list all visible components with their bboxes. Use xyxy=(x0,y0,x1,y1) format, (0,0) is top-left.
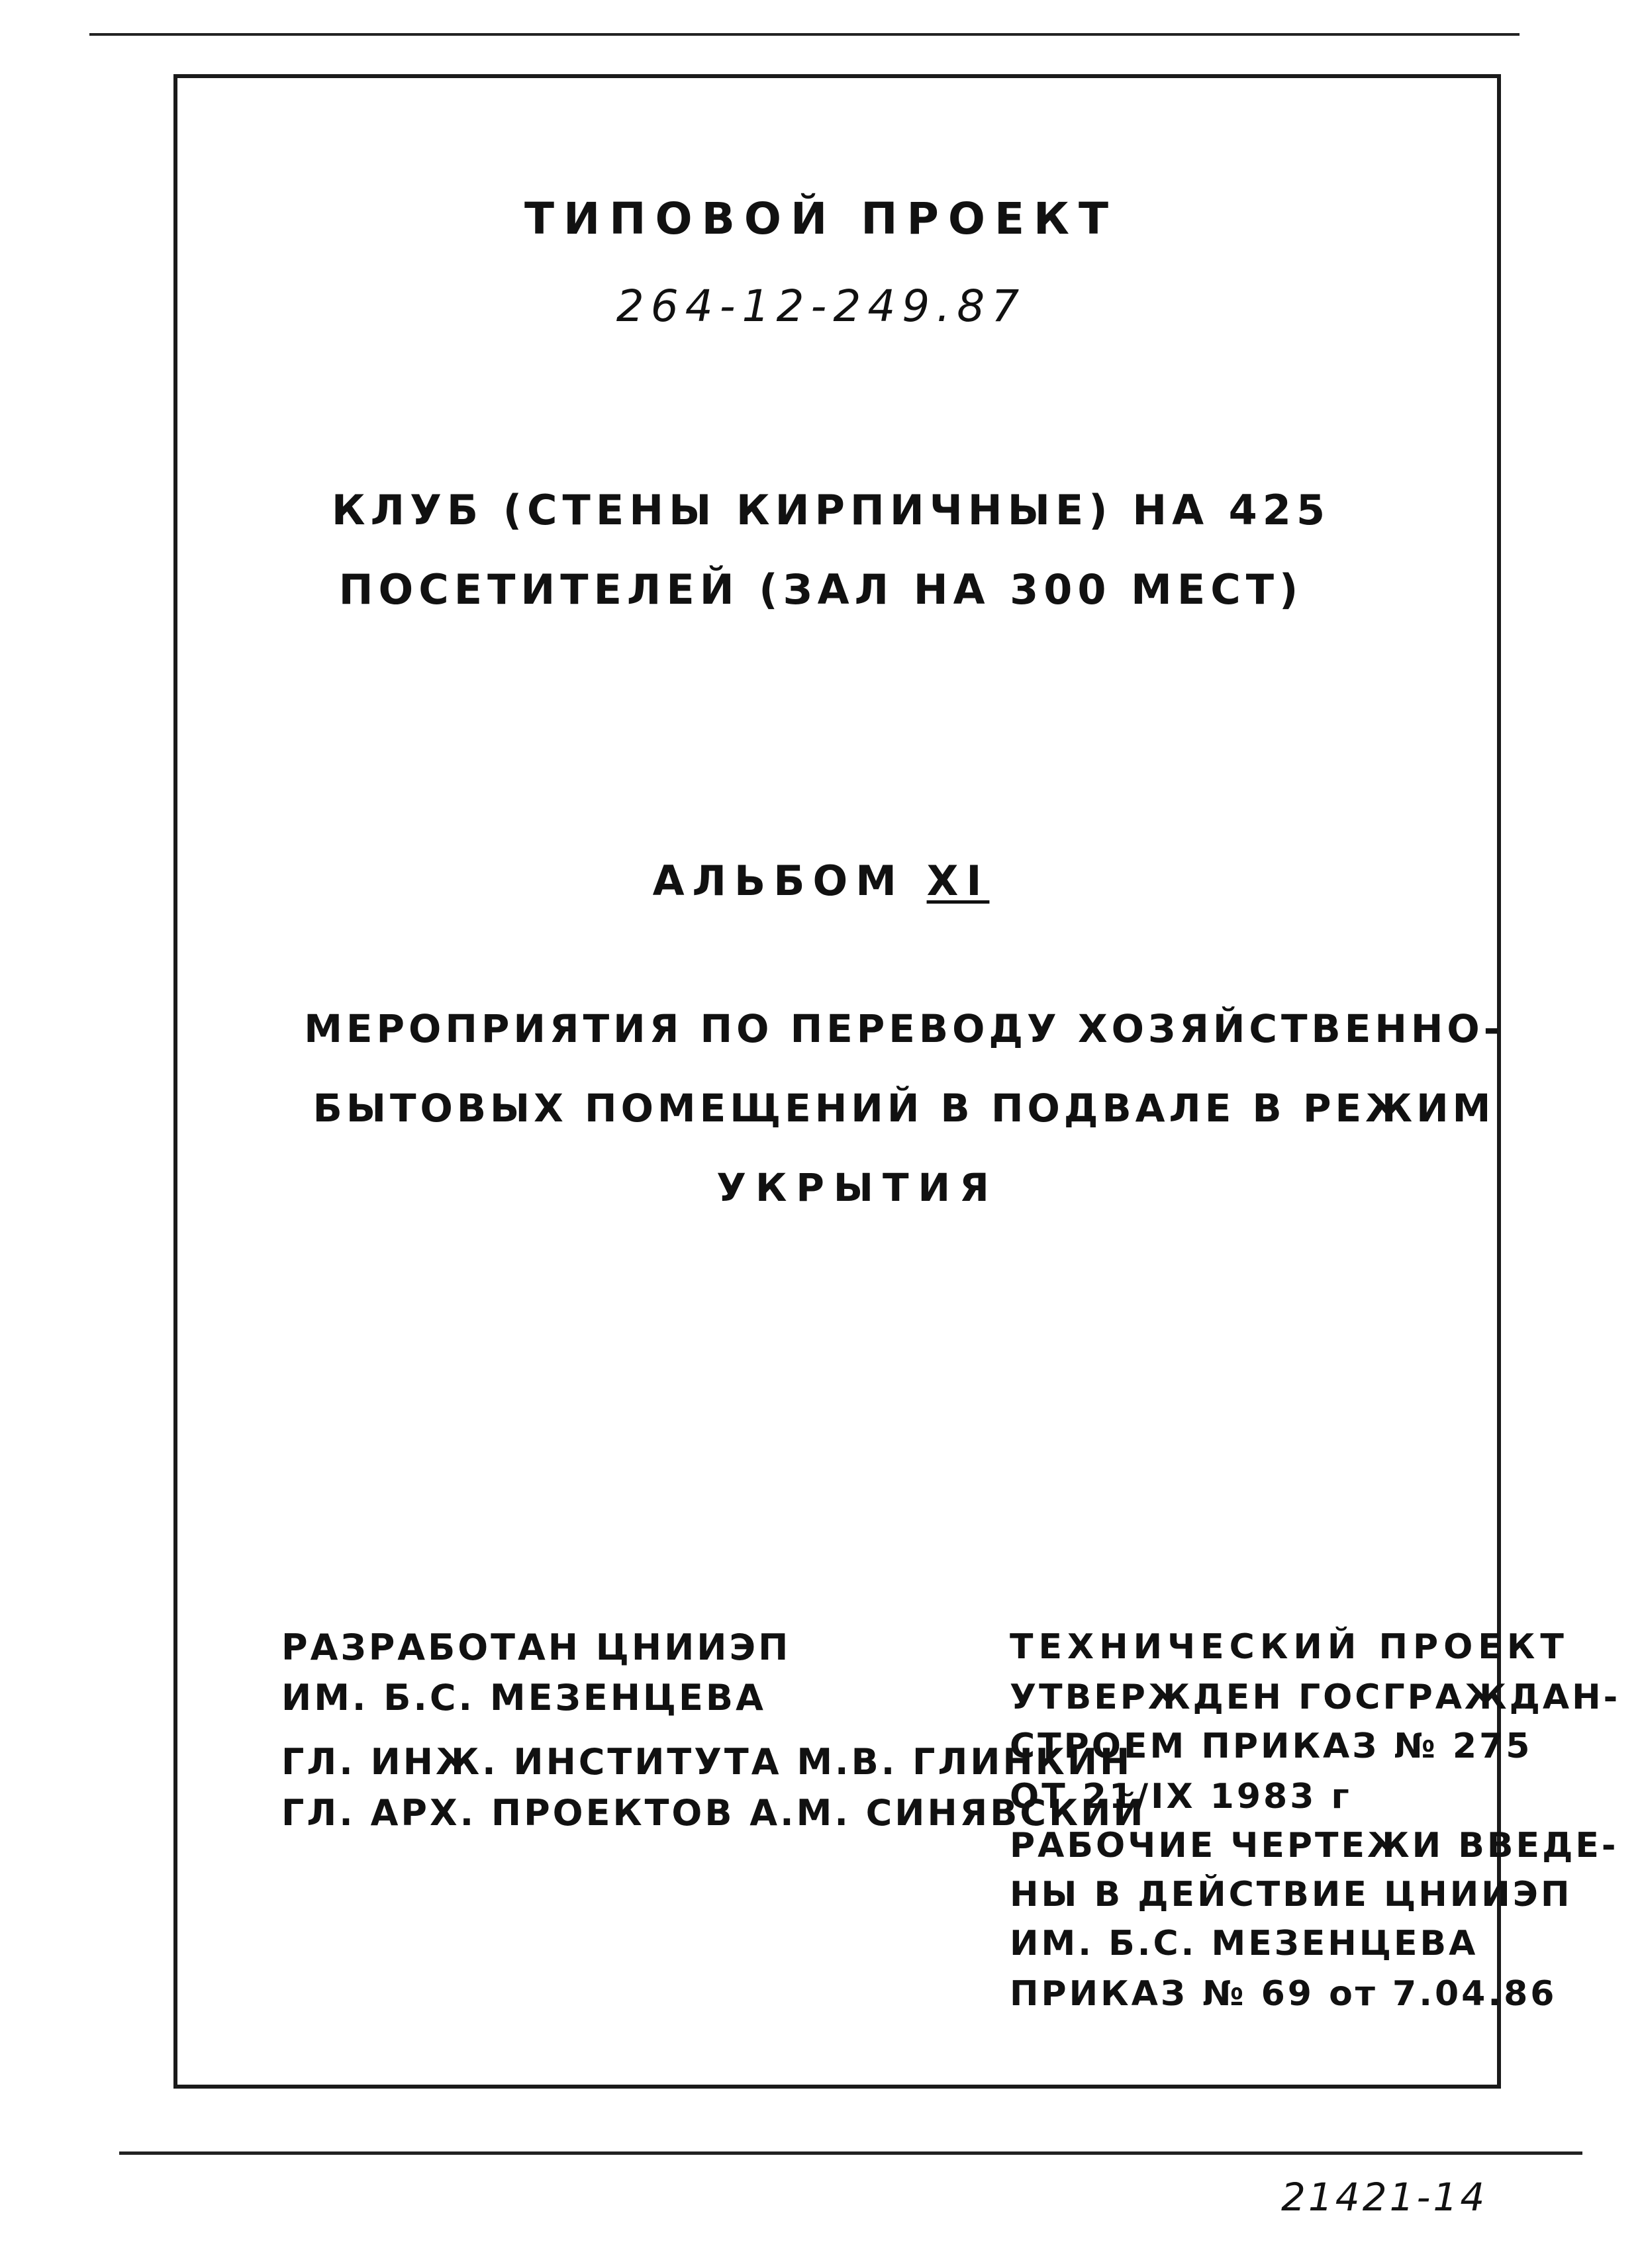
outer-top-line xyxy=(89,33,1520,36)
approval-line-8: ПРИКАЗ № 69 от 7.04.86 xyxy=(1010,1974,1557,2014)
approval-line-2: УТВЕРЖДЕН ГОСГРАЖДАН- xyxy=(1010,1677,1621,1717)
album-subject-line-2: БЫТОВЫХ ПОМЕЩЕНИЙ В ПОДВАЛЕ В РЕЖИМ xyxy=(313,1086,1495,1131)
document-type: ТИПОВОЙ ПРОЕКТ xyxy=(524,193,1118,244)
archive-number: 21421-14 xyxy=(1281,2175,1488,2220)
approval-line-3: СТРОЕМ ПРИКАЗ № 275 xyxy=(1010,1726,1533,1766)
approval-line-4: ОТ 21/IX 1983 г xyxy=(1010,1777,1352,1817)
developer-line-2: ИМ. Б.С. МЕЗЕНЦЕВА xyxy=(281,1677,766,1719)
project-number: 264-12-249.87 xyxy=(616,281,1026,332)
album-subject-line-1: МЕРОПРИЯТИЯ ПО ПЕРЕВОДУ ХОЗЯЙСТВЕННО- xyxy=(304,1006,1504,1051)
object-name-line-1: КЛУБ (СТЕНЫ КИРПИЧНЫЕ) НА 425 xyxy=(331,486,1331,534)
album-subject-line-3: УКРЫТИЯ xyxy=(716,1165,998,1210)
approval-line-6: НЫ В ДЕЙСТВИЕ ЦНИИЭП xyxy=(1010,1875,1572,1914)
album-title xyxy=(652,857,990,905)
approval-line-5: РАБОЧИЕ ЧЕРТЕЖИ ВВЕДЕ- xyxy=(1010,1826,1619,1866)
approval-line-7: ИМ. Б.С. МЕЗЕНЦЕВА xyxy=(1010,1924,1478,1963)
outer-bottom-line xyxy=(119,2151,1582,2155)
chief-engineer: ГЛ. ИНЖ. ИНСТИТУТА М.В. ГЛИНКИН xyxy=(281,1741,1133,1783)
album-label: АЛЬБОМ xyxy=(652,857,904,905)
approval-line-1: ТЕХНИЧЕСКИЙ ПРОЕКТ xyxy=(1010,1627,1569,1667)
object-name-line-2: ПОСЕТИТЕЛЕЙ (ЗАЛ НА 300 МЕСТ) xyxy=(338,565,1304,614)
chief-architect: ГЛ. АРХ. ПРОЕКТОВ А.М. СИНЯВСКИЙ xyxy=(281,1792,1146,1834)
developer-line-1: РАЗРАБОТАН ЦНИИЭП xyxy=(281,1627,791,1668)
album-number: XI xyxy=(926,857,990,905)
